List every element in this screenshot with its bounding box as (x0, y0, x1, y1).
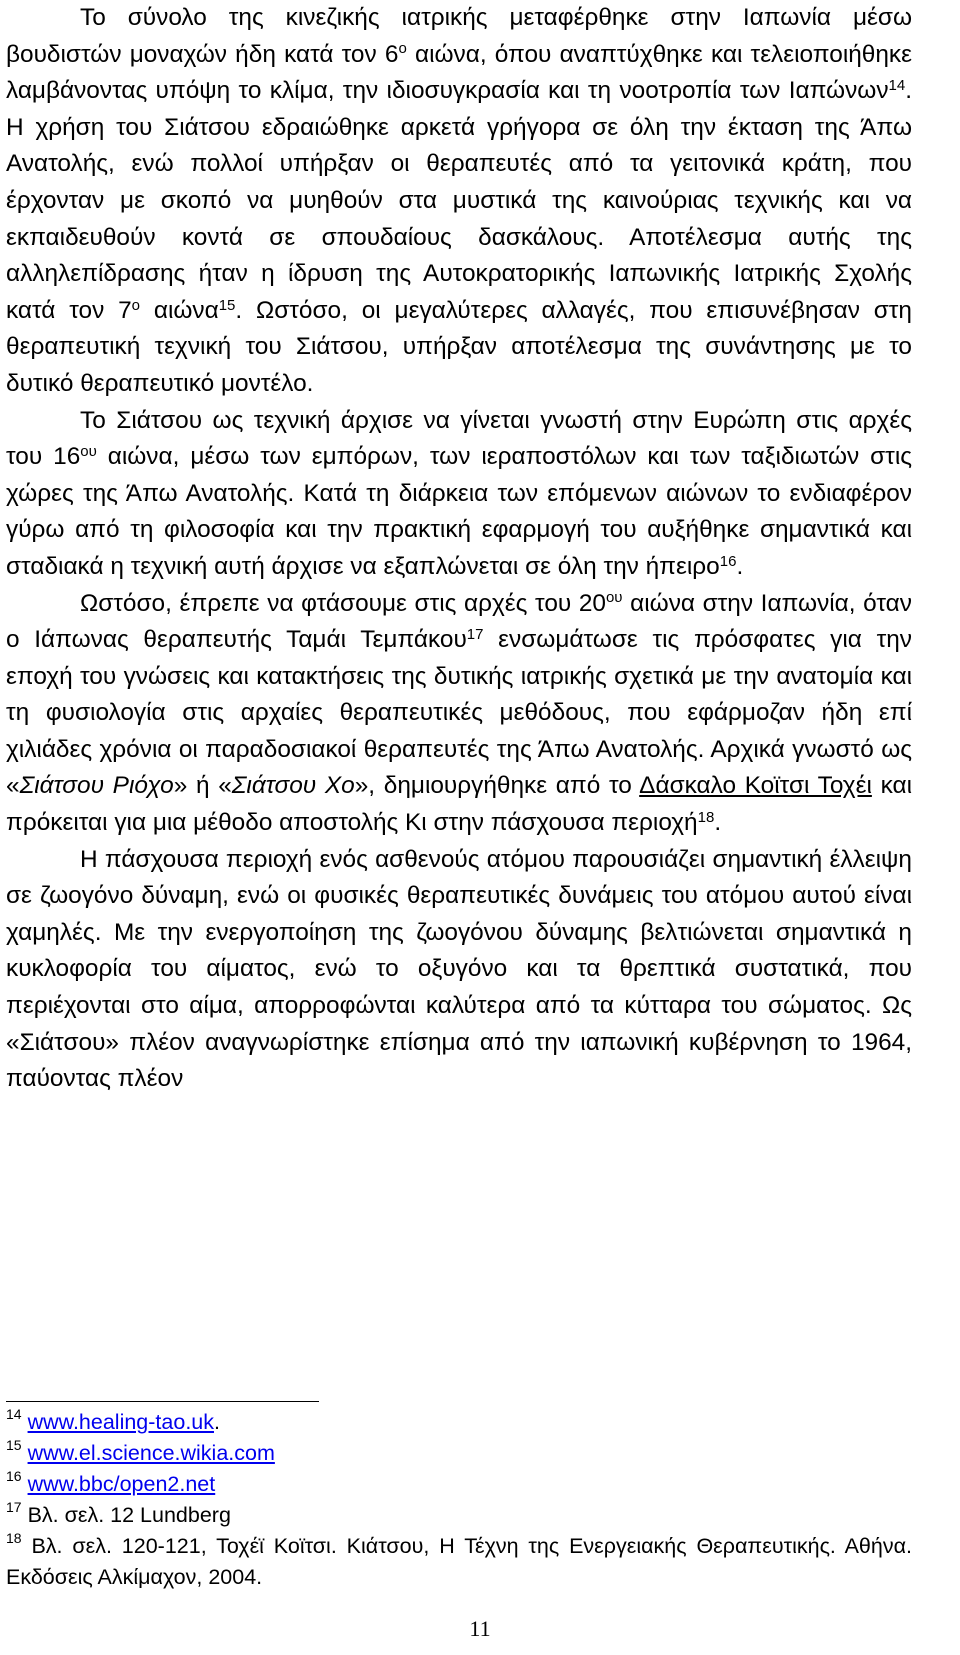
footnote-number: 15 (6, 1436, 22, 1453)
footnote-link[interactable]: www.el.science.wikia.com (27, 1441, 275, 1465)
text-run: . (214, 1410, 220, 1434)
page-number: 11 (469, 1616, 491, 1641)
text-run: αιώνα, όπου αναπτύχθηκε και τελειοποιήθηκε λαμβάνοντας υπόψη το κλίμα, την ιδιοσυγκρασία και τη νοοτροπία των Ιαπώνων (6, 40, 912, 105)
footnote-link[interactable]: www.healing-tao.uk (27, 1410, 214, 1434)
footnote-number: 17 (6, 1498, 22, 1515)
text-run: αιώνα στην Ιαπωνία, όταν ο Ιάπωνας θεραπευτής Ταμάι Τεμπάκου (6, 589, 912, 654)
text-run: αιώνα (140, 296, 219, 324)
footnote-reference: 17 (466, 625, 484, 643)
text-run: », δημιουργήθηκε από το (354, 772, 640, 800)
paragraph (6, 0, 912, 403)
footnote (6, 1407, 912, 1438)
text-run: . Η χρήση του Σιάτσου εδραιώθηκε αρκετά γρήγορα σε όλη την έκταση της Άπω Ανατολής, ενώ πολλοί υπήρξαν οι θεραπευτές από τα γειτονικά κράτη, που έρχονταν με σκοπό να μυηθούν στα μυστικά της καινούριας τεχνικής και να εκπαιδευθούν κοντά σε σπουδαίους δασκάλους. Αποτέλεσμα αυτής της αλληλεπίδρασης ήταν η ίδρυση της Αυτοκρατορικής Ιαπωνικής Ιατρικής Σχολής κατά τον 7 (6, 77, 912, 324)
footnote-number: 14 (6, 1405, 22, 1422)
footnote-reference: 18 (697, 808, 715, 826)
footnotes (6, 1407, 912, 1593)
text-run: αιώνα, μέσω των εμπόρων, των ιεραποστόλων και των ταξιδιωτών στις χώρες της Άπω Ανατολής. Κατά τη διάρκεια των επόμενων αιώνων το ενδιαφέρον γύρω από τη φιλοσοφία και την πρακτική εφαρμογή του αυξήθηκε σημαντικά και σταδιακά η τεχνική αυτή άρχισε να εξαπλώνεται σε όλη την ήπειρο (6, 443, 912, 580)
footnote-number: 18 (6, 1529, 22, 1546)
text-run: Η πάσχουσα περιοχή ενός ασθενούς ατόμου παρουσιάζει σημαντική έλλειψη σε ζωογόνο δύναμη, ενώ οι φυσικές θεραπευτικές δυνάμεις του ατόμου αυτού είναι χαμηλές. Με την ενεργοποίηση της ζωογόνου δύναμης βελτιώνεται σημαντικά η κυκλοφορία του αίματος, ενώ το οξυγόνο και τα θρεπτικά συστατικά, που περιέχονται στο αίμα, απορροφώνται καλύτερα από τα κύτταρα του σώματος. Ως «Σιάτσου» πλέον αναγνωρίστηκε επίσημα από την ιαπωνική κυβέρνηση το 1964, παύοντας πλέον (6, 845, 912, 1093)
footnote (6, 1531, 912, 1593)
paragraph (6, 586, 912, 842)
footnote-reference: ου (605, 589, 623, 607)
footnote-link[interactable]: www.bbc/open2.net (27, 1472, 216, 1496)
text-run: . Ωστόσο, οι μεγαλύτερες αλλαγές, που επισυνέβησαν στη θεραπευτική τεχνική του Σιάτσου, υπήρξαν αποτέλεσμα της συνάντησης με το δυτικό θεραπευτικό μοντέλο. (6, 296, 913, 397)
footnote-reference: ου (80, 443, 97, 460)
footnote-reference: 15 (218, 296, 236, 314)
footnote-separator (6, 1401, 319, 1402)
text-run: Ωστόσο, έπρεπε να φτάσουμε στις αρχές του 20 (80, 589, 606, 617)
paragraph (6, 842, 912, 1098)
paragraph (6, 403, 912, 586)
text-run: Το Σιάτσου ως τεχνική άρχισε να γίνεται γνωστή στην Ευρώπη στις αρχές του 16 (6, 406, 912, 471)
footnote (6, 1438, 912, 1469)
underlined-term: Δάσκαλο Κοϊτσι Τοχέι (639, 772, 872, 800)
text-run: και πρόκειται για μια μέθοδο αποστολής Κι στην πάσχουσα περιοχή (6, 772, 912, 837)
footnote-number: 16 (6, 1467, 22, 1484)
footnote-reference: 16 (719, 552, 737, 570)
footnote-reference: ο (398, 40, 407, 58)
text-run: Βλ. σελ. 12 Lundberg (27, 1503, 231, 1527)
text-run: ενσωμάτωσε τις πρόσφατες για την εποχή του γνώσεις και κατακτήσεις της δυτικής ιατρικής σχετικά με την ανατομία και τη φυσιολογία στις αρχαίες θεραπευτικές μεθόδους, που εφάρμοζαν ήδη επί χιλιάδες χρόνια οι παραδοσιακοί θεραπευτές της Άπω Ανατολής. Αρχικά γνωστό ως « (6, 626, 912, 800)
text-run: . (736, 552, 744, 580)
text-run: » ή « (173, 772, 232, 800)
italic-term: Σιάτσου Χο (231, 772, 355, 800)
text-run: . (714, 809, 722, 837)
body-text (6, 0, 912, 1098)
footnote-reference: ο (131, 296, 141, 314)
text-run: Το σύνολο της κινεζικής ιατρικής μεταφέρθηκε στην Ιαπωνία μέσω βουδιστών μοναχών ήδη κατά τον 6 (6, 4, 912, 68)
footnote-reference: 14 (888, 77, 906, 95)
footnote (6, 1469, 912, 1500)
footnote (6, 1500, 912, 1531)
text-run: Βλ. σελ. 120-121, Τοχέϊ Κοϊτσι. Κιάτσου, Η Τέχνη της Ενεργειακής Θεραπευτικής. Αθήνα. Εκδόσεις Αλκίμαχον, 2004. (6, 1534, 912, 1589)
italic-term: Σιάτσου Ριόχο (19, 772, 174, 800)
